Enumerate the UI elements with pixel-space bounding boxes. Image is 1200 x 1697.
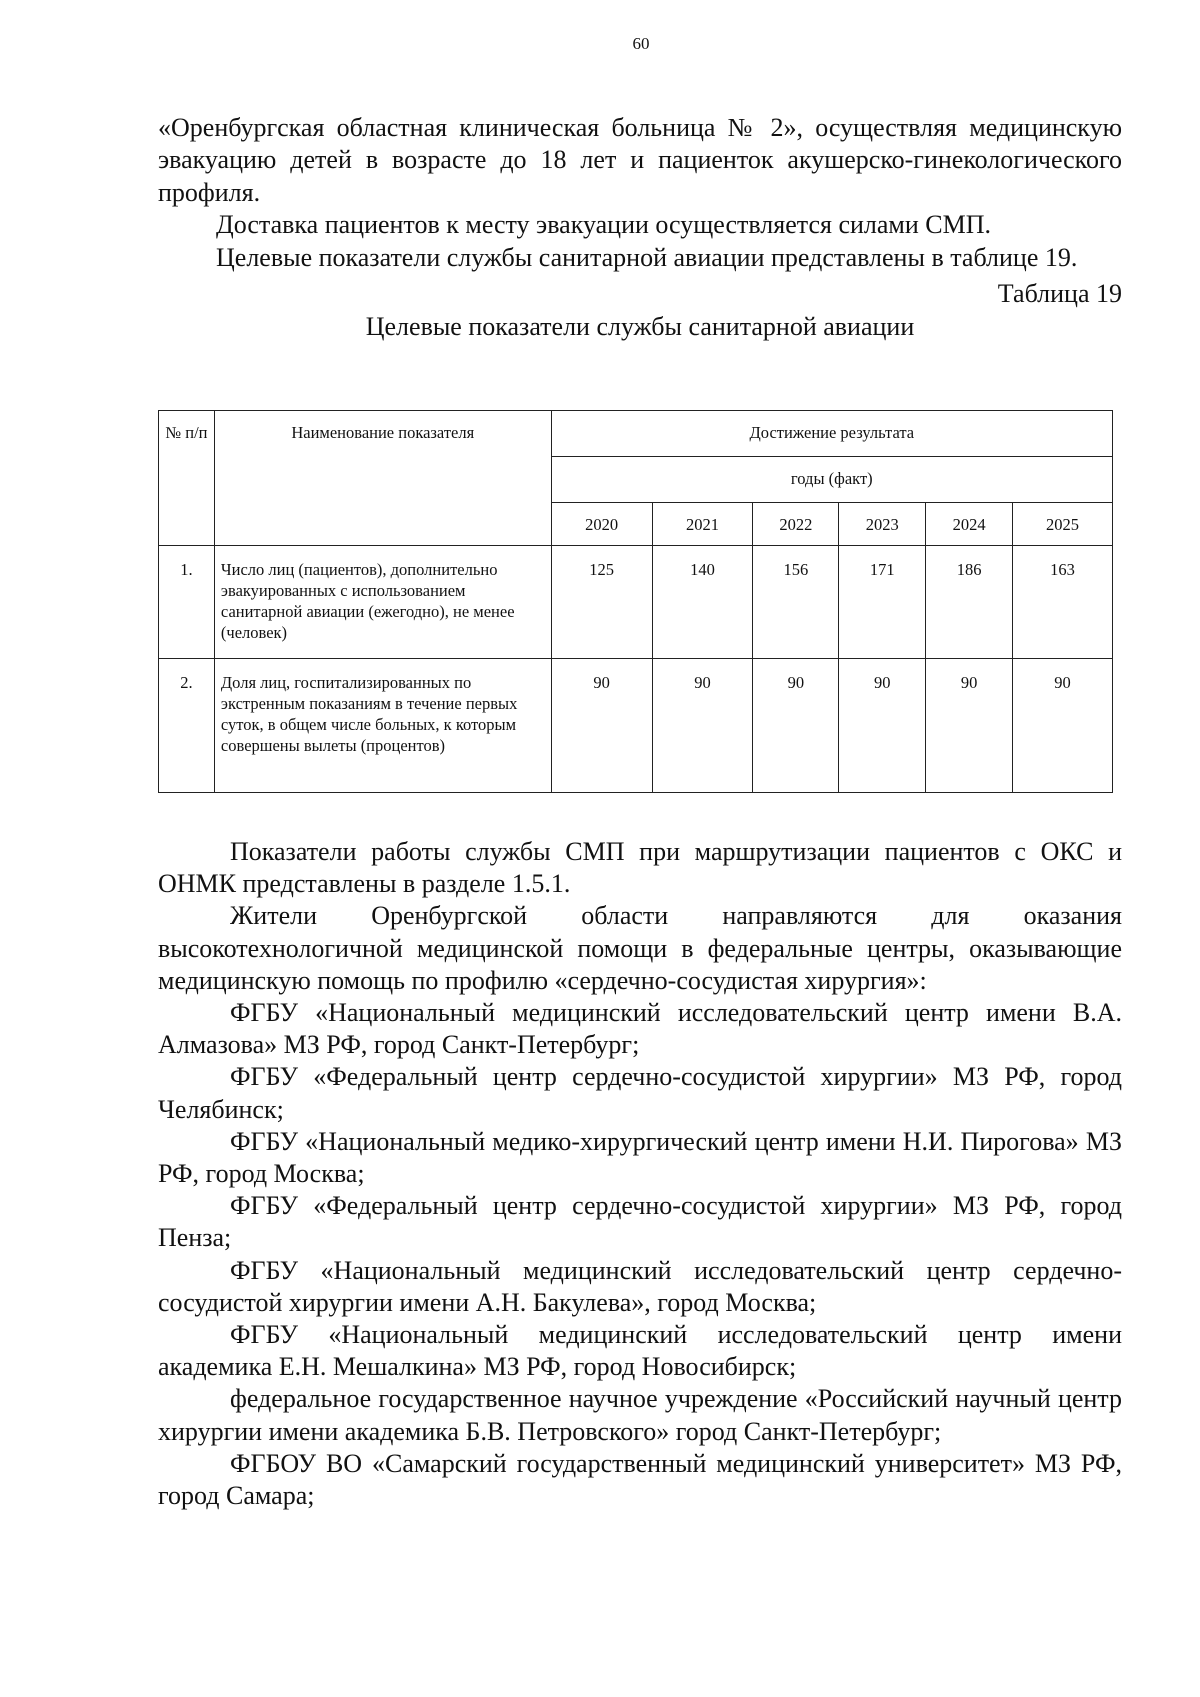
row-value: 171 (839, 546, 926, 659)
center-list-item: ФГБУ «Федеральный центр сердечно-сосудистой хирургии» МЗ РФ, город Челябинск; (158, 1062, 1122, 1124)
header-year: 2024 (926, 503, 1013, 546)
row-indicator-name: Доля лиц, госпитализированных по экстренным показаниям в течение первых суток, в общем числе больных, к которым совершены вылеты (процентов) (214, 659, 551, 793)
row-value: 163 (1013, 546, 1113, 659)
row-number: 2. (159, 659, 215, 793)
row-value: 140 (652, 546, 753, 659)
center-list-item: ФГБУ «Национальный медицинский исследовательский центр сердечно-сосудистой хирургии имени А.Н. Бакулева», город Москва; (158, 1255, 1122, 1317)
row-value: 186 (926, 546, 1013, 659)
header-year: 2022 (753, 503, 839, 546)
header-year: 2023 (839, 503, 926, 546)
intro-text (158, 112, 1122, 344)
center-list-item: ФГБОУ ВО «Самарский государственный медицинский университет» МЗ РФ, город Самара; (158, 1448, 1122, 1511)
header-name: Наименование показателя (214, 411, 551, 546)
header-year: 2020 (551, 503, 652, 546)
center-list-item: федеральное государственное научное учреждение «Российский научный центр хирургии имени академика Б.В. Петровского» город Санкт-Петербург; (158, 1384, 1122, 1446)
header-number: № п/п (159, 411, 215, 546)
table-row (159, 546, 1113, 659)
table-row (159, 659, 1113, 793)
intro-paragraph-2: Доставка пациентов к месту эвакуации осуществляется силами СМП. (216, 210, 992, 240)
header-year: 2021 (652, 503, 753, 546)
center-list-item: ФГБУ «Национальный медицинский исследовательский центр имени академика Е.Н. Мешалкина» МЗ РФ, город Новосибирск; (158, 1320, 1122, 1382)
row-number: 1. (159, 546, 215, 659)
body-paragraph: Жители Оренбургской области направляются для оказания высокотехнологичной медицинской помощи в федеральные центры, оказывающие медицинскую помощь по профилю «сердечно-сосудистая хирургия»: (158, 901, 1122, 995)
row-value: 90 (551, 659, 652, 793)
table-caption: Целевые показатели службы санитарной авиации (365, 312, 915, 342)
page-number: 60 (632, 34, 650, 53)
indicators-table (158, 410, 1113, 793)
body-paragraph: Показатели работы службы СМП при маршрутизации пациентов с ОКС и ОНМК представлены в разделе 1.5.1. (158, 837, 1122, 899)
body-text (158, 836, 1122, 1512)
row-value: 90 (1013, 659, 1113, 793)
header-year: 2025 (1013, 503, 1113, 546)
row-value: 90 (652, 659, 753, 793)
header-years-fact: годы (факт) (551, 457, 1112, 503)
row-indicator-name: Число лиц (пациентов), дополнительно эвакуированных с использованием санитарной авиации (ежегодно), не менее (человек) (214, 546, 551, 659)
center-list-item: ФГБУ «Федеральный центр сердечно-сосудистой хирургии» МЗ РФ, город Пенза; (158, 1191, 1122, 1253)
row-value: 125 (551, 546, 652, 659)
header-achievement: Достижение результата (551, 411, 1112, 457)
intro-paragraph-3: Целевые показатели службы санитарной авиации представлены в таблице 19. (216, 242, 1078, 272)
row-value: 156 (753, 546, 839, 659)
row-value: 90 (753, 659, 839, 793)
intro-paragraph-1: «Оренбургская областная клиническая больница № 2», осуществляя медицинскую эвакуацию детей в возрасте до 18 лет и пациенток акушерско-гинекологического профиля. (158, 113, 1122, 207)
center-list-item: ФГБУ «Национальный медико-хирургический центр имени Н.И. Пирогова» МЗ РФ, город Москва; (158, 1126, 1122, 1189)
center-list-item: ФГБУ «Национальный медицинский исследовательский центр имени В.А. Алмазова» МЗ РФ, город Санкт-Петербург; (158, 998, 1122, 1060)
row-value: 90 (926, 659, 1013, 793)
row-value: 90 (839, 659, 926, 793)
table-label: Таблица 19 (997, 279, 1122, 309)
table-header-row-1 (159, 411, 1113, 457)
